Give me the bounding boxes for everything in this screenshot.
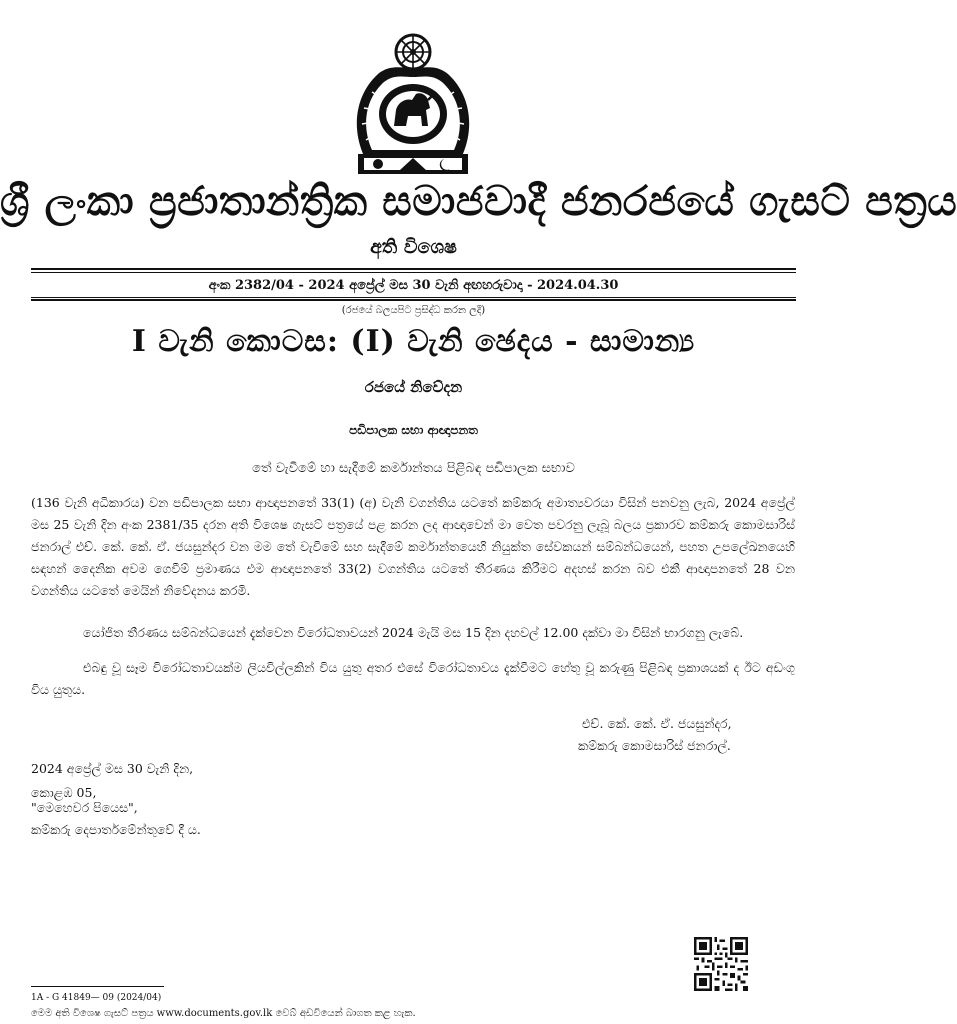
print-reference: 1A - G 41849— 09 (2024/04) (31, 993, 162, 1003)
address-line: කම්කරු දෙපාර්තමේන්තුවේ දී ය. (31, 822, 201, 837)
address-line: කොළඹ 05, (31, 785, 97, 800)
authority-note: (රජයේ බලයපිට ප්‍රසිද්ධ කරන ලදී) (341, 305, 486, 316)
gazette-subtitle: අති විශෙෂ (370, 236, 457, 258)
notice-paragraph: එබඳු වූ සෑම විරෝධතාවයක්ම ලියවිල්ලකින් විය යුතු අතර එසේ විරෝධතාවය දැක්වීමට හේතු වූ කරුණු පිළිබඳ ප්‍රකාශයක් ද ඊට අඩංගු විය යුතුය. (31, 660, 795, 697)
signer-name: එච්. කේ. කේ. ඒ. ජයසුන්දර, (582, 716, 732, 731)
signer-title: කම්කරු කොමසාරිස් ජනරාල්. (578, 738, 731, 753)
divider (31, 297, 796, 298)
divider (31, 299, 796, 301)
part-heading: I වැනි කොටස: (I) වැනි ඡෙදය - සාමාන්‍ය (131, 324, 696, 359)
notice-paragraph: යෝජිත තීරණය සම්බන්ධයෙන් දැක්වෙන විරෝධතාවයන් 2024 මැයි මස 15 දින දහවල් 12.00 දක්වා මා විසින් භාරගනු ලැබේ. (83, 625, 744, 640)
subsection-heading: පඩිපාලක සභා ආඥාපනත (349, 423, 478, 437)
divider (31, 268, 796, 270)
download-note: මෙම අති විශෙෂ ගැසට් පත්‍රය www.documents.gov.lk වෙබ් අඩවියෙන් බාගත කළ හැක. (31, 1008, 416, 1019)
gazette-title: ශ්‍රී ලංකා ප්‍රජාතාන්ත්‍රික සමාජවාදී ජනරජයේ ගැසට් පත්‍රය (0, 177, 957, 225)
board-title: තේ වැවීමේ හා සැදීමේ කර්මාන්තය පිළිබඳ පඩිපාලක සභාව (252, 461, 575, 476)
notice-paragraph: (136 වැනි අධිකාරය) වන පඩිපාලක සභා ආඥාපනතේ 33(1) (අ) වැනි වගන්තිය යටතේ කම්කරු අමාත්‍යවරයා විසින් පනවනු ලැබ, 2024 අප්‍රේල් මස 25 වැනි දින අංක 2381/35 දරන අති විශෙෂ ගැසට් පත්‍රයේ පළ කරන ලද ආඥාවෙන් මා වෙත පවරනු ලැබූ බලය ප්‍රකාරව කම්කරු කොමසාරිස් ජනරාල් එච්. කේ. කේ. ඒ. ජයසුන්දර වන මම තේ වැවීමේ සහ සැදීමේ කර්මාන්තයෙහි නියුක්ත සේවකයන් සම්බන්ධයෙන්, පහත උපලේඛනයෙහි සඳහන් දෛනික අවම ගෙවීම් ප්‍රමාණය එම ආඥාපනතේ 33(2) වගන්තිය යටතේ තීරණය කිරීමට අදහස් කරන බව එකී ආඥාපනතේ 28 වන වගන්තිය යටතේ මෙයින් නිවේදනය කරමි. (31, 495, 795, 598)
issue-line: අංක 2382/04 - 2024 අප්‍රේල් මස 30 වැනි අඟහරුවාදා - 2024.04.30 (208, 278, 619, 293)
address-line: 2024 අප්‍රේල් මස 30 වැනි දින, (31, 761, 194, 776)
national-emblem-icon (350, 30, 476, 176)
address-line: "මෙහෙවර පියෙස", (31, 800, 138, 815)
section-heading: රජයේ නිවේදන (364, 378, 463, 396)
qr-code-icon (694, 937, 748, 991)
footer-divider (31, 986, 164, 987)
divider (31, 272, 796, 273)
